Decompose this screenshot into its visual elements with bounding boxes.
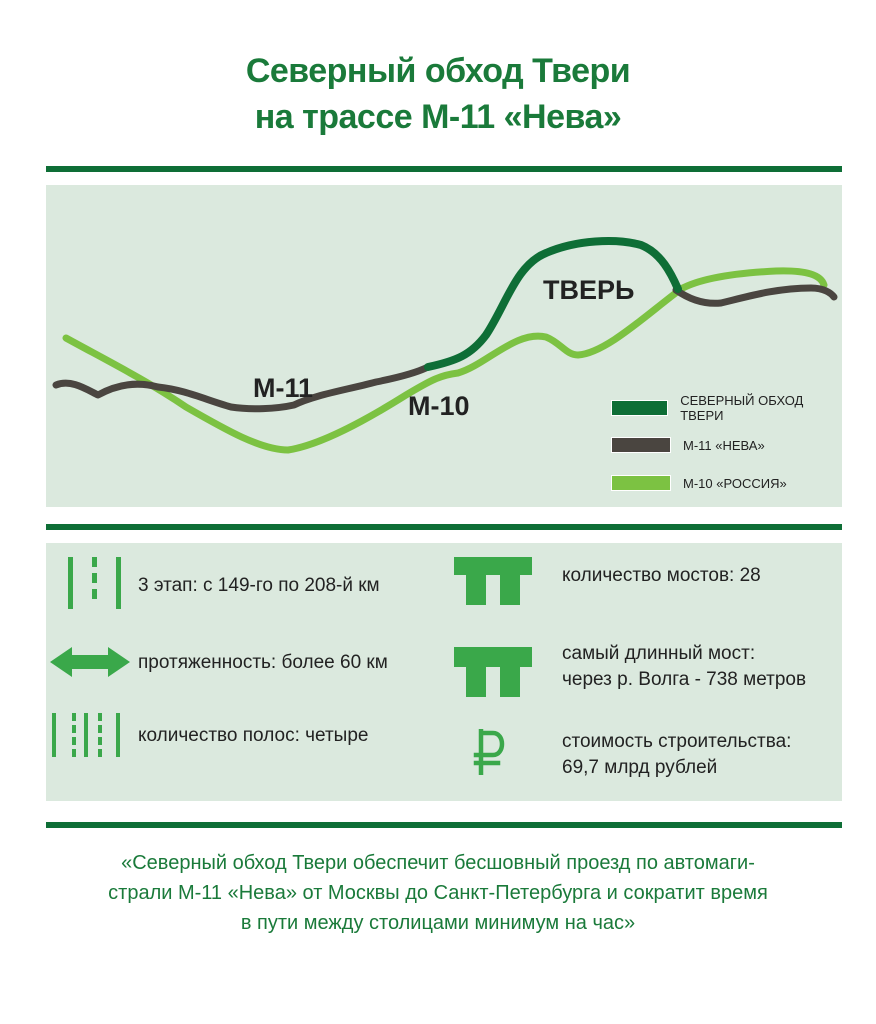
legend-label-m11: М-11 «НЕВА» [683, 437, 765, 453]
ruble-icon [472, 729, 512, 775]
double-arrow-icon [50, 647, 130, 677]
city-label-tver: ТВЕРЬ [543, 275, 635, 305]
road-stage-icon [68, 557, 122, 609]
route-map [46, 185, 842, 507]
fact-longest-bridge [562, 641, 806, 693]
page-title [0, 48, 876, 140]
m11-route-east [676, 288, 834, 303]
fact-bridges-count: количество мостов: 28 [562, 565, 761, 586]
legend-label-bypass: СЕВЕРНЫЙ ОБХОД ТВЕРИ [680, 393, 804, 423]
quote-line-1: «Северный обход Твери обеспечит бесшовный проезд по автомаги- [121, 852, 755, 874]
facts-panel [46, 543, 842, 801]
legend-item-m11 [611, 434, 765, 456]
page-title-line-2: на трассе М-11 «Нева» [254, 98, 622, 136]
fact-length: протяженность: более 60 км [138, 652, 388, 673]
legend-swatch-bypass [611, 400, 668, 416]
map-panel [46, 185, 842, 507]
quote-line-3: в пути между столицами минимум на час» [240, 912, 636, 934]
fact-cost [562, 729, 791, 781]
fact-longest-bridge-line-1: самый длинный мост: [562, 643, 756, 664]
legend-label-m10: М-10 «РОССИЯ» [683, 475, 787, 491]
quote-text [40, 848, 836, 938]
bridge-icon [454, 557, 532, 605]
top-divider [46, 166, 842, 172]
m10-label: М-10 [408, 391, 470, 421]
legend-swatch-m11 [611, 437, 671, 453]
middle-divider [46, 524, 842, 530]
lanes-icon [52, 713, 122, 757]
fact-cost-line-2: 69,7 млрд рублей [562, 757, 718, 778]
legend-item-m10 [611, 472, 787, 494]
quote-line-2: страли М-11 «Нева» от Москвы до Санкт-Петербурга и сократит время [108, 882, 768, 904]
fact-cost-line-1: стоимость строительства: [562, 731, 792, 752]
legend-item-bypass [611, 393, 842, 423]
m11-route-west [56, 367, 428, 409]
bottom-divider [46, 822, 842, 828]
fact-longest-bridge-line-2: через р. Волга - 738 метров [562, 669, 807, 690]
bridge-icon-longest [454, 647, 532, 697]
page-title-line-1: Северный обход Твери [245, 52, 631, 90]
m11-label: М-11 [253, 373, 314, 403]
m10-route-line [66, 289, 681, 450]
fact-lanes: количество полос: четыре [138, 725, 369, 746]
fact-stage: 3 этап: с 149-го по 208-й км [138, 575, 380, 596]
legend-swatch-m10 [611, 475, 671, 491]
